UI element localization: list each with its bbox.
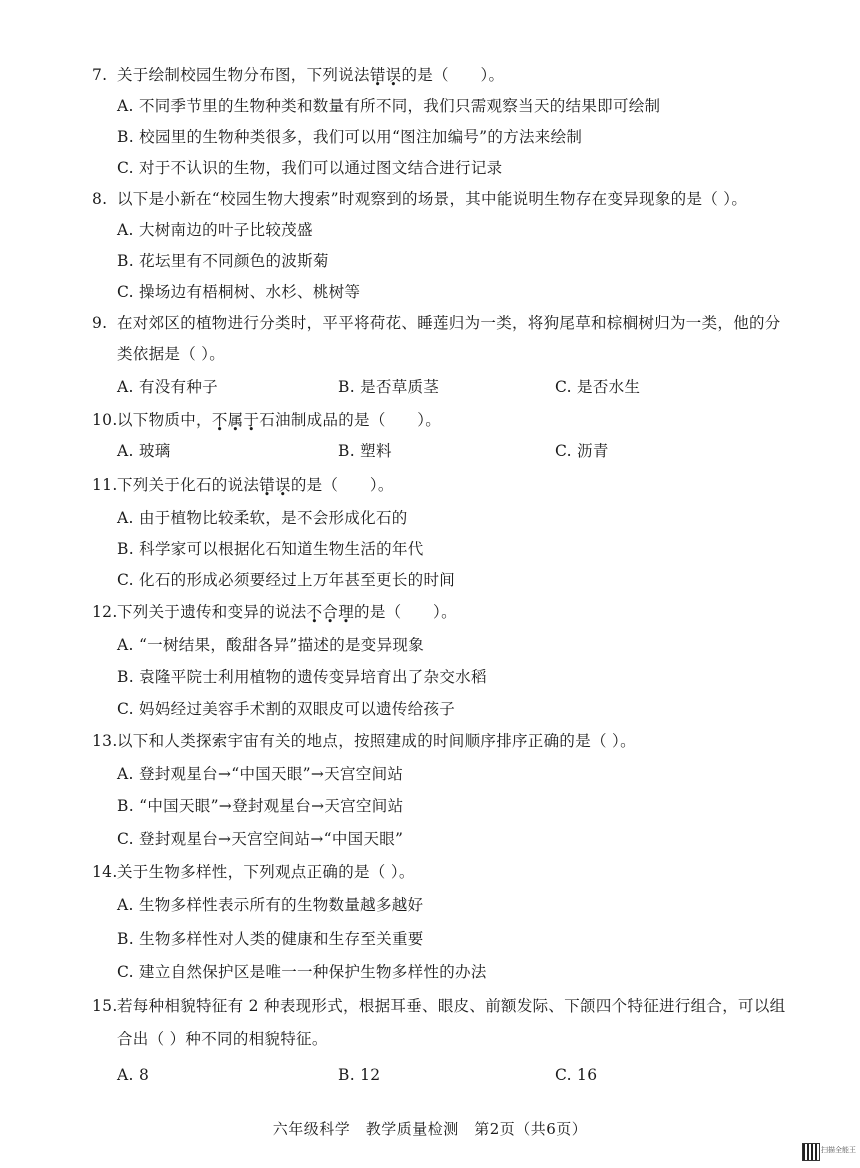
question-number: 13. <box>92 732 118 750</box>
emphasis-char: 误 <box>275 476 291 494</box>
question-stem: 在对郊区的植物进行分类时，平平将荷花、睡莲归为一类，将狗尾草和棕榈树归为一类，他的分 <box>117 314 781 332</box>
question-stem: 关于生物多样性，下列观点正确的是（ ）。 <box>117 863 415 881</box>
question-number: 9. <box>92 314 108 332</box>
stem-text: 下列关于遗传和变异的说法 <box>117 603 307 621</box>
scanner-watermark: 扫描全能王 <box>821 1146 856 1154</box>
question-number: 8. <box>92 190 108 208</box>
question-number: 7. <box>92 66 108 84</box>
option: A. “一树结果，酸甜各异”描述的是变异现象 <box>117 636 424 654</box>
stem-text: 的是（ ）。 <box>354 603 457 621</box>
stem-text: 的是（ ）。 <box>290 476 394 494</box>
question-number: 11. <box>92 476 118 494</box>
qr-code-icon <box>802 1143 820 1161</box>
question-number: 12. <box>92 603 118 621</box>
emphasis-char: 错 <box>369 66 386 84</box>
emphasis-char: 理 <box>338 603 355 621</box>
question-stem: 以下和人类探索宇宙有关的地点，按照建成的时间顺序排序正确的是（ ）。 <box>117 732 636 750</box>
emphasis-char: 不 <box>306 603 323 621</box>
option: B. 科学家可以根据化石知道生物生活的年代 <box>117 540 424 558</box>
option: C. 对于不认识的生物，我们可以通过图文结合进行记录 <box>117 159 503 177</box>
option: C. 是否水生 <box>555 378 641 396</box>
stem-text: 关于绘制校园生物分布图，下列说法 <box>117 66 370 84</box>
option: C. 化石的形成必须要经过上万年甚至更长的时间 <box>117 571 456 589</box>
emphasis-char: 误 <box>385 66 402 84</box>
option: B. 袁隆平院士利用植物的遗传变异培育出了杂交水稻 <box>117 668 487 686</box>
question-stem <box>117 602 457 622</box>
question-stem-continued: 合出（ ）种不同的相貌特征。 <box>117 1030 328 1048</box>
question-number: 10. <box>92 411 118 429</box>
option: A. 玻璃 <box>117 442 171 460</box>
question-stem-continued: 类依据是（ ）。 <box>117 345 226 363</box>
question-number: 14. <box>92 863 118 881</box>
option: C. 建立自然保护区是唯一一种保护生物多样性的办法 <box>117 963 487 981</box>
option: B. 塑料 <box>338 442 392 460</box>
question-number: 15. <box>92 997 118 1015</box>
emphasis-char: 于 <box>243 411 260 429</box>
option: A. 大树南边的叶子比较茂盛 <box>117 221 313 239</box>
option: C. 沥青 <box>555 442 609 460</box>
option: A. 不同季节里的生物种类和数量有所不同，我们只需观察当天的结果即可绘制 <box>117 97 661 115</box>
option: C. 登封观星台→天宫空间站→“中国天眼” <box>117 830 404 848</box>
emphasis-char: 错 <box>259 476 276 494</box>
emphasis-char: 合 <box>322 603 339 621</box>
question-stem: 以下是小新在“校园生物大搜索”时观察到的场景，其中能说明生物存在变异现象的是（ ）。 <box>117 190 748 208</box>
option: B. 校园里的生物种类很多，我们可以用“图注加编号”的方法来绘制 <box>117 128 583 146</box>
page-footer: 六年级科学 教学质量检测 第2页（共6页） <box>272 1120 588 1138</box>
option: B. 生物多样性对人类的健康和生存至关重要 <box>117 930 424 948</box>
option: C. 操场边有梧桐树、水杉、桃树等 <box>117 283 361 301</box>
stem-text: 石油制成品的是（ ）。 <box>259 411 442 429</box>
option: B. 12 <box>338 1066 381 1084</box>
option: B. 是否草质茎 <box>338 378 440 396</box>
option: A. 8 <box>117 1066 150 1084</box>
stem-text: 以下物质中， <box>117 411 212 429</box>
option: C. 16 <box>555 1066 598 1084</box>
question-stem <box>117 475 394 495</box>
stem-text: 的是（ ）。 <box>401 66 505 84</box>
emphasis-char: 属 <box>227 411 244 429</box>
option: A. 由于植物比较柔软，是不会形成化石的 <box>117 509 408 527</box>
option: A. 有没有种子 <box>117 378 218 396</box>
option: A. 生物多样性表示所有的生物数量越多越好 <box>117 896 424 914</box>
emphasis-char: 不 <box>211 411 228 429</box>
question-stem: 若每种相貌特征有 2 种表现形式，根据耳垂、眼皮、前额发际、下颌四个特征进行组合，可以组 <box>117 997 786 1015</box>
option: B. 花坛里有不同颜色的波斯菊 <box>117 252 329 270</box>
question-stem <box>117 410 441 430</box>
option: B. “中国天眼”→登封观星台→天宫空间站 <box>117 797 404 815</box>
option: C. 妈妈经过美容手术割的双眼皮可以遗传给孩子 <box>117 700 456 718</box>
option: A. 登封观星台→“中国天眼”→天宫空间站 <box>117 765 404 783</box>
question-stem <box>117 65 504 85</box>
stem-text: 下列关于化石的说法 <box>117 476 260 494</box>
